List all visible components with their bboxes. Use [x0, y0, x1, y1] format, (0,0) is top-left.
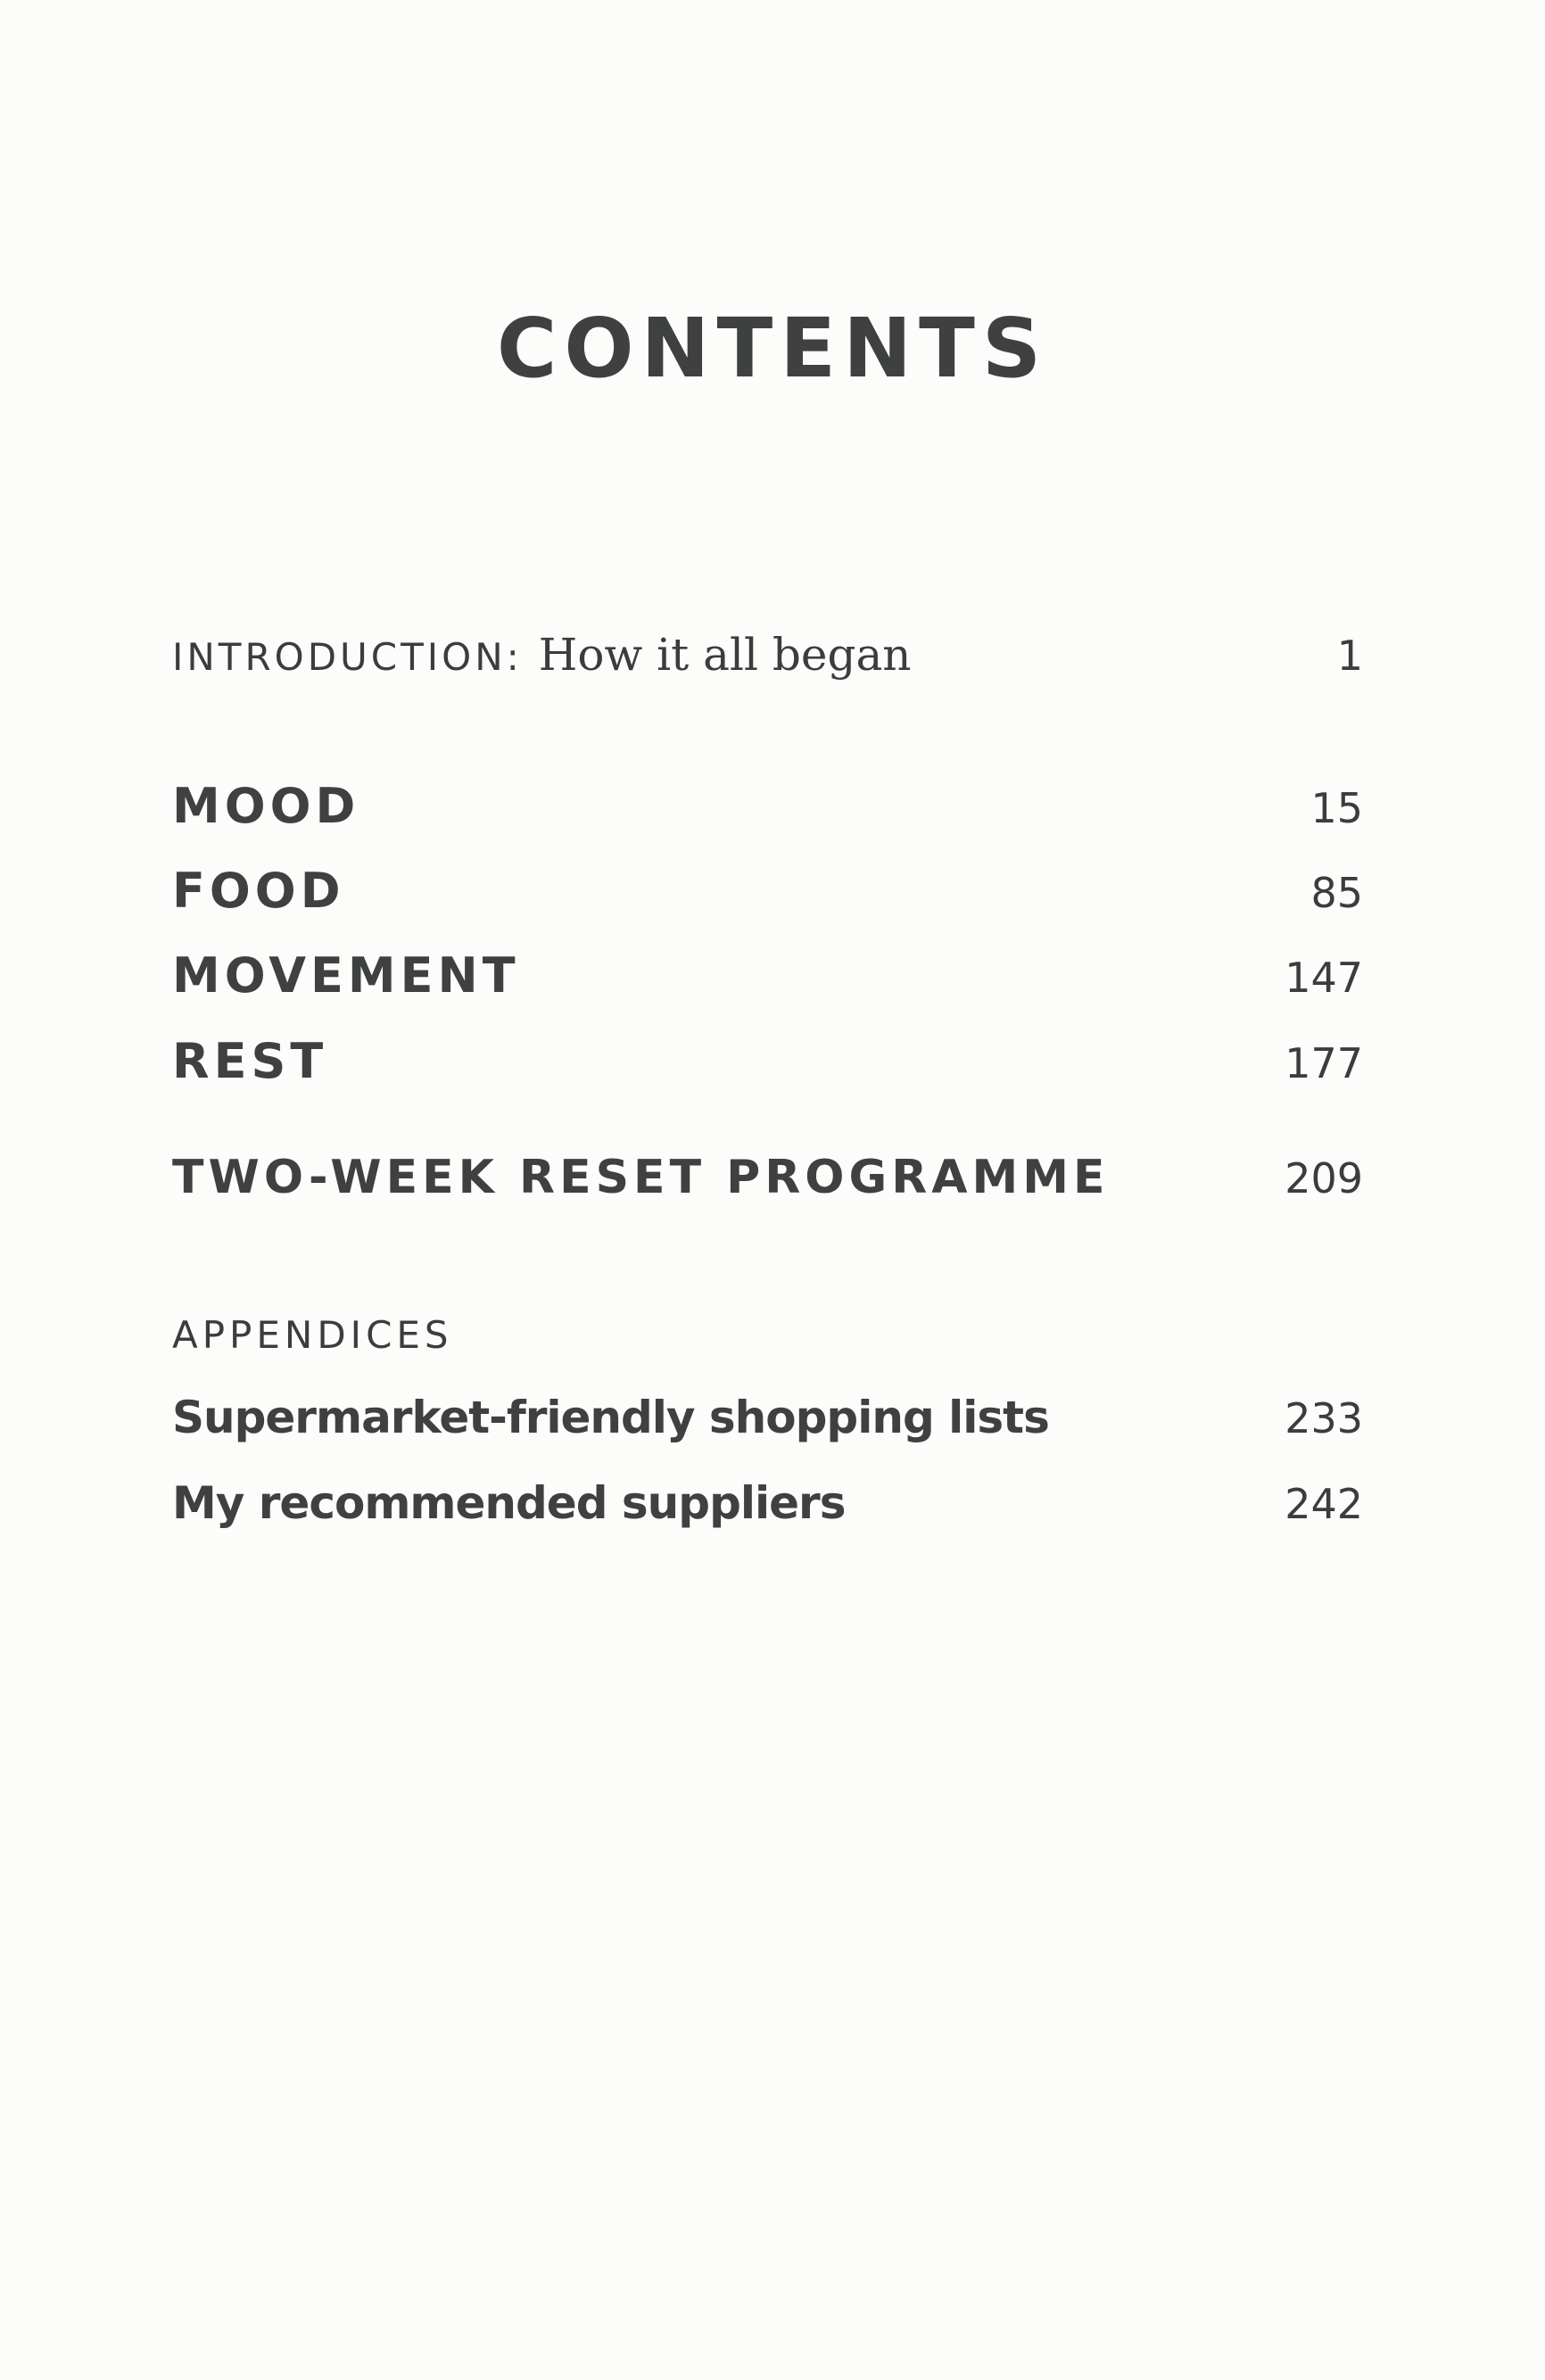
page-title: CONTENTS: [496, 301, 1049, 396]
page-number: 85: [1310, 869, 1363, 917]
toc-entry-movement[interactable]: [172, 947, 1363, 1004]
toc-entry-food[interactable]: [172, 863, 1363, 919]
page-number: 15: [1310, 784, 1363, 832]
section-title: FOOD: [172, 863, 345, 919]
toc-entry-appendix-suppliers[interactable]: [172, 1477, 1363, 1529]
introduction-entry-text: [172, 629, 911, 681]
appendix-title: My recommended suppliers: [172, 1477, 846, 1529]
toc-entry-introduction[interactable]: [172, 629, 1363, 681]
toc-entry-rest[interactable]: [172, 1033, 1363, 1089]
page-number: 177: [1285, 1039, 1363, 1087]
section-title: TWO-WEEK RESET PROGRAMME: [172, 1151, 1110, 1204]
toc-entry-appendix-shopping-lists[interactable]: [172, 1392, 1363, 1443]
section-title: MOOD: [172, 778, 360, 834]
page-number: 233: [1285, 1394, 1363, 1442]
introduction-label: INTRODUCTION:: [172, 635, 523, 679]
section-title: MOVEMENT: [172, 947, 520, 1004]
toc-entry-mood[interactable]: [172, 778, 1363, 834]
introduction-title: How it all began: [538, 629, 912, 681]
page-number: 242: [1285, 1480, 1363, 1528]
toc-entry-programme[interactable]: [172, 1151, 1363, 1204]
appendix-title: Supermarket-friendly shopping lists: [172, 1392, 1049, 1443]
page-number: 147: [1285, 954, 1363, 1002]
page-number: 1: [1336, 632, 1363, 680]
page-number: 209: [1285, 1154, 1363, 1202]
section-title: REST: [172, 1033, 328, 1089]
appendices-heading: APPENDICES: [172, 1313, 453, 1357]
